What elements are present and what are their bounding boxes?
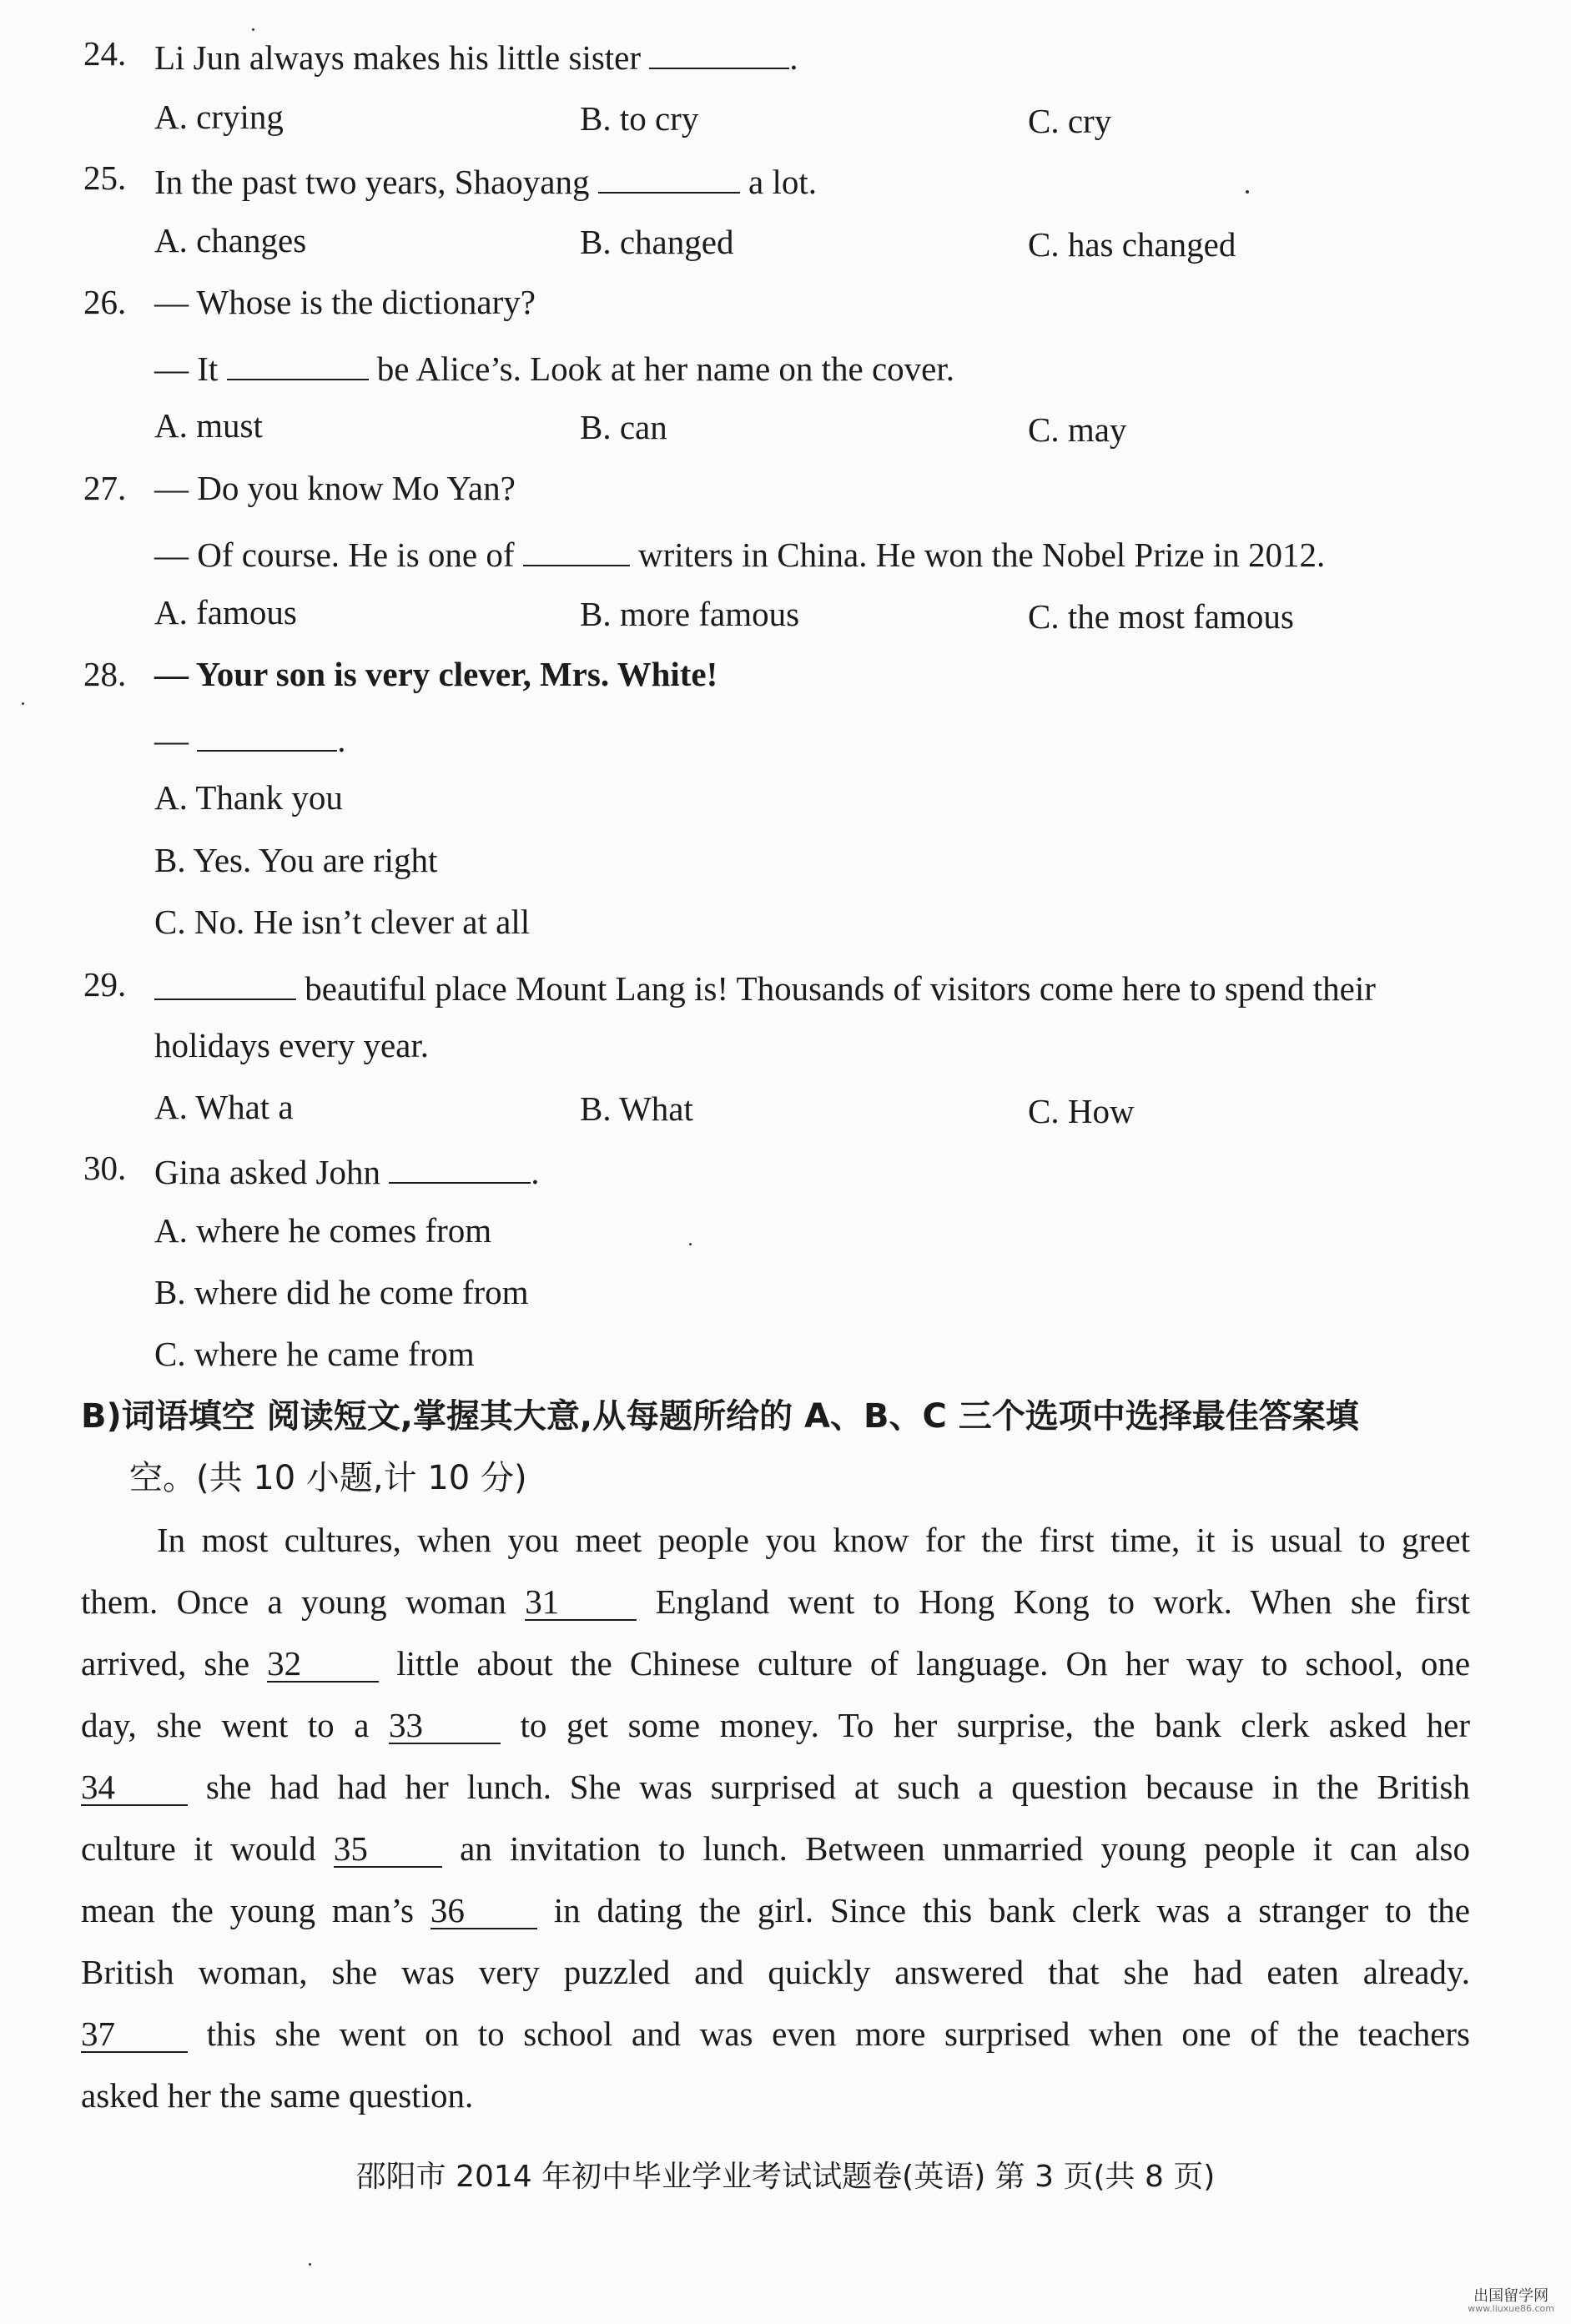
q26-line1: — Whose is the dictionary? <box>154 283 536 321</box>
scan-speck <box>689 1243 692 1245</box>
q27-line2: — Of course. He is one of writers in China. He won the Nobel Prize in 2012. <box>154 535 1326 574</box>
q29-number: 29. <box>83 965 127 1004</box>
q28-line1: — Your son is very clever, Mrs. White! <box>154 655 718 693</box>
passage-line-1: In most cultures, when you meet people you know for the first time, it is usual to greet <box>157 1521 1470 1559</box>
passage-line-6: culture it would 35 an invitation to lunch. Between unmarried young people it can also <box>81 1829 1471 1868</box>
q26-line2: — It be Alice’s. Look at her name on the cover. <box>154 349 955 388</box>
passage-line-9: 37 this she went on to school and was even more surprised when one of the teachers <box>81 2015 1471 2053</box>
q24-stem <box>83 34 127 73</box>
q30-option-a: A. where he comes from <box>154 1211 492 1250</box>
watermark-logo: 出国留学网 www.liuxue86.com <box>1468 2286 1554 2315</box>
q24-option-a: A. crying <box>154 98 284 136</box>
scan-speck <box>1246 190 1249 194</box>
q27-number: 27. <box>83 469 127 507</box>
section-b-heading-line2: 空。(共 10 小题,计 10 分) <box>129 1459 527 1497</box>
q25-option-a: A. changes <box>154 221 307 259</box>
q26-option-c: C. may <box>1028 410 1127 449</box>
q26-option-a: A. must <box>154 406 263 445</box>
passage-line-4: day, she went to a 33 to get some money. To her surprise, the bank clerk asked her <box>81 1706 1470 1744</box>
q28-blank <box>197 719 337 752</box>
q30-blank <box>389 1151 531 1184</box>
q26-blank <box>227 348 369 380</box>
section-b-heading: B)词语填空 阅读短文,掌握其大意,从每题所给的 A、B、C 三个选项中选择最佳答案填 <box>81 1397 1359 1436</box>
scan-speck <box>252 28 254 31</box>
passage-line-2: them. Once a young woman 31 England went to Hong Kong to work. When she first <box>81 1582 1471 1621</box>
q27-option-c: C. the most famous <box>1028 597 1294 636</box>
q25-option-b: B. changed <box>580 223 734 261</box>
blank-37: 37 <box>81 2017 188 2053</box>
q24-option-c: C. cry <box>1028 102 1112 140</box>
q24-number: 24. <box>83 34 127 73</box>
passage-line-5: 34 she had had her lunch. She was surprised at such a question because in the British <box>81 1768 1470 1806</box>
blank-34: 34 <box>81 1770 188 1806</box>
q24-blank <box>649 37 789 69</box>
q29-option-c: C. How <box>1028 1092 1135 1130</box>
q29-line1: beautiful place Mount Lang is! Thousands of visitors come here to spend their <box>154 968 1376 1006</box>
q30-text: Gina asked John . <box>154 1152 540 1191</box>
q27-option-a: A. famous <box>154 593 297 631</box>
q30-option-c: C. where he came from <box>154 1335 475 1373</box>
passage-line-3: arrived, she 32 little about the Chinese culture of language. On her way to school, one <box>81 1644 1471 1683</box>
q25-number: 25. <box>83 158 127 197</box>
q29-option-a: A. What a <box>154 1088 294 1126</box>
q25-text: In the past two years, Shaoyang a lot. <box>154 162 817 201</box>
q28-number: 28. <box>83 655 127 693</box>
q24-text: Li Jun always makes his little sister . <box>154 38 798 77</box>
blank-32: 32 <box>267 1647 379 1683</box>
q26-option-b: B. can <box>580 408 667 446</box>
q25-option-c: C. has changed <box>1028 225 1236 264</box>
q29-line2: holidays every year. <box>154 1026 430 1064</box>
scan-speck <box>309 2263 311 2266</box>
q27-line1: — Do you know Mo Yan? <box>154 469 516 507</box>
blank-33: 33 <box>389 1708 501 1744</box>
q28-line2: — . <box>154 720 346 759</box>
blank-36: 36 <box>431 1894 537 1929</box>
page-footer: 邵阳市 2014 年初中毕业学业考试试题卷(英语) 第 3 页(共 8 页) <box>355 2160 1216 2194</box>
q27-option-b: B. more famous <box>580 595 800 633</box>
passage-line-7: mean the young man’s 36 in dating the girl. Since this bank clerk was a stranger to the <box>81 1891 1471 1929</box>
q28-option-b: B. Yes. You are right <box>154 841 438 879</box>
q29-option-b: B. What <box>580 1089 693 1128</box>
q28-option-a: A. Thank you <box>154 778 343 817</box>
q28-option-c: C. No. He isn’t clever at all <box>154 903 531 941</box>
passage-line-10: asked her the same question. <box>81 2076 474 2115</box>
q25-blank <box>598 161 740 194</box>
q26-number: 26. <box>83 283 127 321</box>
q27-blank <box>523 534 630 566</box>
q29-blank <box>154 968 296 1000</box>
passage-line-8: British woman, she was very puzzled and quickly answered that she had eaten already. <box>81 1953 1470 1991</box>
q30-number: 30. <box>83 1149 127 1187</box>
q24-option-b: B. to cry <box>580 99 699 138</box>
blank-31: 31 <box>525 1585 637 1621</box>
scan-speck <box>22 702 24 705</box>
blank-35: 35 <box>334 1832 442 1868</box>
q30-option-b: B. where did he come from <box>154 1273 529 1311</box>
